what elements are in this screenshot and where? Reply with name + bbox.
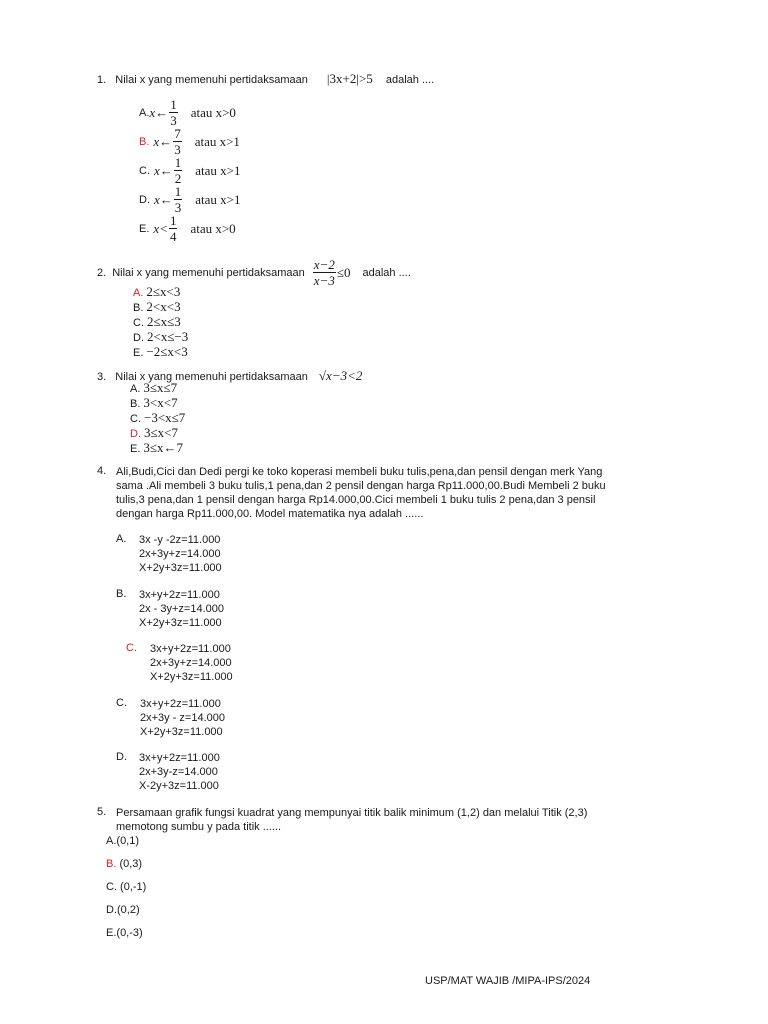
option-value: (0,2) <box>117 904 140 916</box>
q1-expression: |3x+2|>5 <box>326 71 373 86</box>
option-equations <box>150 642 233 684</box>
q3-option <box>130 411 185 426</box>
option-expression: 3≤x<7 <box>144 425 178 440</box>
option-expression: 3≤x≤7 <box>143 380 178 395</box>
q4-text-line: tulis,3 pena,dan 1 pensil dengan harga Rp14.000,00.Cici membeli 1 buku tulis 2 pena,dan 3 pensil <box>116 494 596 506</box>
q3-options <box>130 381 185 456</box>
q2-option <box>133 345 188 360</box>
option-letter: C. <box>133 317 144 329</box>
option-letter: E. <box>130 443 141 455</box>
option-equations <box>139 533 222 575</box>
q4-option <box>116 751 220 793</box>
option-rest: atau x>1 <box>194 133 240 149</box>
equation: 3x+y+2z=11.000 <box>139 752 220 764</box>
option-value: (0,-3) <box>116 927 143 939</box>
q1-number: 1. <box>97 74 107 86</box>
option-rest: atau x>0 <box>190 104 236 120</box>
option-equations <box>139 588 224 630</box>
q1-tail: adalah .... <box>385 74 435 86</box>
option-letter: B. <box>116 588 127 600</box>
equation: X+2y+3z=11.000 <box>150 671 233 683</box>
q2-number: 2. <box>97 266 107 279</box>
option-fraction <box>169 214 178 243</box>
q3-expression: √x−3<2 <box>318 368 363 383</box>
option-letter: B. <box>106 858 117 870</box>
option-expression: 3≤x←7 <box>143 440 184 455</box>
option-expression: 3<x<7 <box>143 395 178 410</box>
q4-text-line: dengan harga Rp11.000,00. Model matematika nya adalah ...... <box>116 508 424 520</box>
frac-denominator: 2 <box>174 171 182 186</box>
option-letter: A. <box>116 533 127 545</box>
q5-option <box>106 903 146 926</box>
q1-options <box>139 98 241 243</box>
option-letter: A. <box>133 287 144 299</box>
option-expression: 2<x≤−3 <box>147 329 189 344</box>
option-letter: C. <box>130 413 141 425</box>
option-letter: B. <box>139 135 150 148</box>
q5-text <box>116 806 587 834</box>
frac-numerator: 1 <box>169 213 177 228</box>
q5-text-line: memotong sumbu y pada titik ...... <box>116 821 282 833</box>
q2-tail: adalah .... <box>362 266 411 279</box>
option-letter: C. <box>139 164 150 177</box>
q2-option <box>133 315 188 330</box>
q1-option <box>139 214 241 243</box>
equation: X+2y+3z=11.000 <box>139 562 222 574</box>
frac-denominator: 3 <box>174 142 181 157</box>
option-lhs: x← <box>153 133 173 149</box>
q2-relation: ≤0 <box>336 264 351 280</box>
q1-option <box>139 127 241 156</box>
option-letter: D. <box>106 904 117 916</box>
q5-number: 5. <box>97 806 107 818</box>
option-fraction <box>173 127 182 156</box>
q4-option <box>116 533 222 575</box>
option-lhs: x← <box>149 104 169 120</box>
q2-stem <box>97 258 411 287</box>
q2-option <box>133 330 188 345</box>
option-letter: D. <box>133 332 144 344</box>
frac-numerator: 7 <box>174 126 181 141</box>
equation: 3x+y+2z=11.000 <box>140 698 221 710</box>
q4-text-line: sama .Ali membeli 3 buku tulis,1 pena,dan 2 pensil dengan harga Rp11.000,00.Budi Membeli 2 buku <box>116 480 606 492</box>
option-equations <box>139 751 220 793</box>
frac-numerator: 1 <box>170 97 177 112</box>
frac-numerator: 1 <box>174 184 182 199</box>
equation: 2x+3y+z=14.000 <box>150 657 232 669</box>
option-lhs: x← <box>154 162 173 178</box>
q2-text: Nilai x yang memenuhi pertidaksamaan <box>112 266 305 279</box>
option-letter: C. <box>106 881 117 893</box>
option-letter: B. <box>133 302 144 314</box>
option-expression: −3<x≤7 <box>144 410 186 425</box>
option-letter: C. <box>126 642 137 654</box>
option-expression: 2≤x≤3 <box>147 314 181 329</box>
q4-option <box>116 588 224 630</box>
frac-denominator: 3 <box>174 200 182 215</box>
q5-text-line: Persamaan grafik fungsi kuadrat yang mempunyai titik balik minimum (1,2) dan melalui Titik (2,3) <box>116 807 588 819</box>
q3-number: 3. <box>97 371 107 383</box>
q1-option <box>139 98 241 127</box>
option-value: (0,3) <box>116 858 143 870</box>
q2-frac-denominator: x−3 <box>313 273 335 288</box>
q2-option <box>133 285 188 300</box>
q4-option <box>116 642 233 684</box>
equation: 3x+y+2z=11.000 <box>150 643 231 655</box>
option-value: (0,-1) <box>117 881 147 893</box>
option-rest: atau x>0 <box>190 220 236 236</box>
option-fraction <box>174 185 183 214</box>
q3-option <box>130 426 185 441</box>
option-letter: B. <box>130 398 141 410</box>
option-letter: E. <box>133 347 144 359</box>
q5-options <box>106 834 146 949</box>
equation: X+2y+3z=11.000 <box>140 726 223 738</box>
frac-denominator: 4 <box>169 229 177 244</box>
option-letter: E. <box>106 927 117 939</box>
q2-frac-numerator: x−2 <box>313 257 335 272</box>
frac-numerator: 1 <box>174 155 182 170</box>
option-lhs: x< <box>153 220 168 236</box>
option-fraction <box>169 98 178 127</box>
option-expression: 2≤x<3 <box>146 284 181 299</box>
option-letter: A. <box>139 106 150 119</box>
option-letter: A. <box>106 835 117 847</box>
q4-number: 4. <box>97 465 107 477</box>
q2-option <box>133 300 188 315</box>
q2-fraction <box>313 258 336 287</box>
option-value: (0,1) <box>116 835 140 847</box>
equation: X-2y+3z=11.000 <box>139 780 219 792</box>
q3-option <box>130 396 185 411</box>
option-expression: 2<x<3 <box>146 299 181 314</box>
option-lhs: x← <box>154 191 173 207</box>
q5-option <box>106 857 146 880</box>
q4-option <box>116 697 225 739</box>
q3-option <box>130 441 185 456</box>
q5-option <box>106 880 146 903</box>
page-footer: USP/MAT WAJIB /MIPA-IPS/2024 <box>425 975 591 987</box>
q5-option <box>106 926 146 949</box>
option-expression: −2≤x<3 <box>146 344 188 359</box>
q1-option <box>139 156 241 185</box>
equation: 2x+3y+z=14.000 <box>139 548 221 560</box>
frac-denominator: 3 <box>170 113 177 128</box>
option-rest: atau x>1 <box>195 162 241 178</box>
q2-options <box>133 285 188 360</box>
option-letter: C. <box>116 697 127 709</box>
option-letter: E. <box>139 222 150 235</box>
option-letter: D. <box>139 193 150 206</box>
option-letter: A. <box>130 383 141 395</box>
equation: 3x+y+2z=11.000 <box>139 589 220 601</box>
equation: 2x+3y - z=14.000 <box>140 712 226 724</box>
equation: 3x -y -2z=11.000 <box>139 534 221 546</box>
option-rest: atau x>1 <box>195 191 241 207</box>
q3-option <box>130 381 185 396</box>
q5-option <box>106 834 146 857</box>
option-equations <box>140 697 225 739</box>
q1-text: Nilai x yang memenuhi pertidaksamaan <box>115 74 308 86</box>
equation: 2x - 3y+z=14.000 <box>139 603 225 615</box>
equation: 2x+3y-z=14.000 <box>139 766 218 778</box>
equation: X+2y+3z=11.000 <box>139 617 222 629</box>
option-letter: D. <box>116 751 127 763</box>
q1-option <box>139 185 241 214</box>
q4-text-line: Ali,Budi,Cici dan Dedi pergi ke toko koperasi membeli buku tulis,pena,dan pensil dengan merk Yang <box>116 466 603 478</box>
q4-text <box>116 465 606 521</box>
q3-text: Nilai x yang memenuhi pertidaksamaan <box>115 371 308 383</box>
q1-stem <box>97 71 434 87</box>
option-fraction <box>174 156 183 185</box>
option-letter: D. <box>130 428 141 440</box>
